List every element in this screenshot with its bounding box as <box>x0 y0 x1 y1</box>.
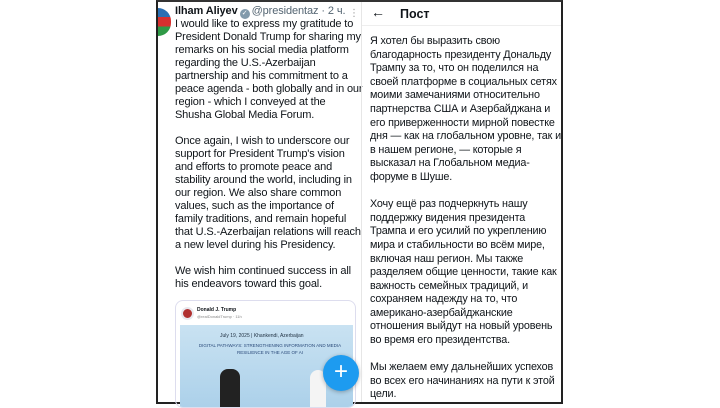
tweet-panel <box>158 2 361 408</box>
verified-icon: ✓ <box>240 9 250 19</box>
tweet-time: · 2 ч. <box>321 5 346 17</box>
author-name[interactable]: Ilham Aliyev <box>175 5 238 17</box>
tweet-paragraph: Once again, I wish to underscore our support for President Trump's vision and efforts to promote peace and stability around the world, including in our region. We also share common values, such as the importance of family traditions, and remain hopeful that U.S.-Azerbaijan relations will reach a new level during his Presidency. <box>175 135 361 251</box>
post-panel <box>361 2 561 402</box>
quoted-handle: @realDonaldTrump · 11h <box>197 314 242 319</box>
back-arrow-icon[interactable]: ← <box>371 4 385 20</box>
quoted-avatar <box>181 307 194 320</box>
avatar[interactable] <box>158 8 171 36</box>
image-date: July 19, 2025 | Khankendi, Azerbaijan <box>220 333 304 339</box>
image-headline: DIGITAL PATHWAYS: STRENGTHENING INFORMATION AND MEDIA RESILIENCE IN THE AGE OF AI <box>198 343 342 355</box>
tweet-text <box>175 18 363 291</box>
post-paragraph: Хочу ещё раз подчеркнуть нашу поддержку видения президента Трампа и его усилий по укреплению мира и стабильности во всём мире, включая наш регион. Мы также разделяем общие ценности, такие как важность семейных традиций, и сохраняем надежду на то, что американо-азербайджанские отношения выйдут на новый уровень во время его президентства. <box>370 198 557 347</box>
post-paragraph: Я хотел бы выразить свою благодарность президенту Дональду Трампу за то, что он поделился на своей платформе в социальных сетях моими замечаниями относительно партнерства США и Азербайджана и его приверженности мирной повестке дня — как на глобальном уровне, так и в нашем регионе, — которые я высказал на Глобальном медиа-форуме в Шуше. <box>370 35 561 183</box>
post-header <box>362 2 561 26</box>
tweet-paragraph: We wish him continued success in all his endeavors toward this goal. <box>175 265 351 290</box>
quoted-author: Donald J. Trump <box>197 307 237 313</box>
more-icon[interactable]: ⋮ <box>349 8 359 19</box>
page-title: Пост <box>400 7 430 21</box>
post-text <box>370 35 564 402</box>
tweet-paragraph: I would like to express my gratitude to President Donald Trump for sharing my remarks on his social media platform regarding the U.S.-Azerbaijan partnership and his commitment to a peace agenda - both globally and in our region - which I conveyed at the Shusha Global Media Forum. <box>175 18 363 121</box>
tweet-content <box>175 2 363 408</box>
author-handle[interactable]: @presidentaz <box>251 5 319 17</box>
compose-button[interactable]: + <box>323 355 359 391</box>
post-paragraph: Мы желаем ему дальнейших успехов во всех его начинаниях на пути к этой цели. <box>370 361 555 401</box>
image-person <box>220 369 240 408</box>
quoted-post-card[interactable] <box>175 300 356 408</box>
